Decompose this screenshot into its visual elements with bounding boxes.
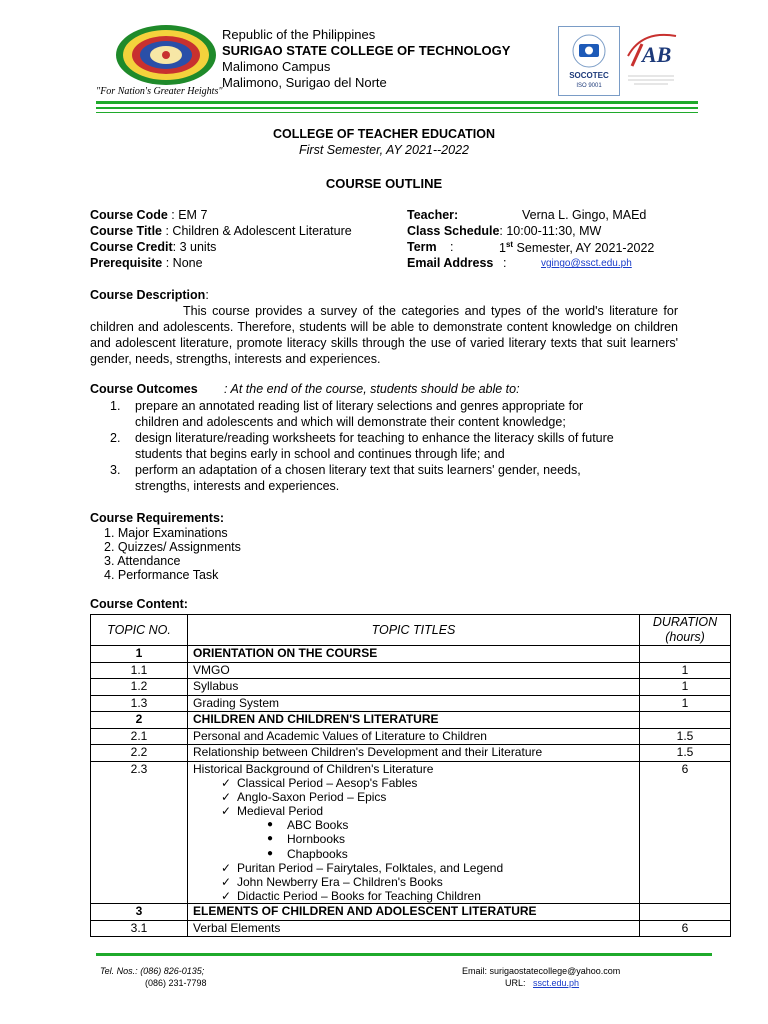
table-body-after xyxy=(91,904,731,937)
subtopic-text: Anglo-Saxon Period – Epics xyxy=(237,789,387,804)
class-schedule-line xyxy=(407,224,601,238)
term-superscript: st xyxy=(505,240,514,249)
checkmark-icon: ✓ xyxy=(221,775,232,790)
footer-divider xyxy=(96,953,712,956)
topic-duration xyxy=(640,904,731,921)
table-row xyxy=(91,920,731,937)
topic-number: 3 xyxy=(91,904,188,921)
footer-email: surigaostatecollege@yahoo.com xyxy=(489,966,621,976)
subtopic-text: Chapbooks xyxy=(287,846,348,861)
requirement-item: 3. Attendance xyxy=(104,554,181,568)
topic-title-cell xyxy=(188,761,640,904)
topic-duration: 6 xyxy=(640,920,731,937)
topic-title: Relationship between Children's Development and their Literature xyxy=(188,745,640,762)
subtopic-text: Medieval Period xyxy=(237,803,324,818)
teacher-label: Teacher: xyxy=(407,208,459,222)
outcome-1-line2: children and adolescents and which will demonstrate their content knowledge; xyxy=(135,415,566,429)
table-body-before xyxy=(91,646,731,762)
email-address-label: Email Address xyxy=(407,256,494,270)
topic-duration: 1 xyxy=(640,662,731,679)
requirement-item: 1. Major Examinations xyxy=(104,526,228,540)
checkmark-icon: ✓ xyxy=(221,789,232,804)
subtopic-item xyxy=(193,804,634,818)
college-unit-title: COLLEGE OF TEACHER EDUCATION xyxy=(273,127,495,141)
subtopic-text: Puritan Period – Fairytales, Folktales, and Legend xyxy=(237,860,504,875)
header-duration-unit: (hours) xyxy=(665,630,705,644)
topic-title: ORIENTATION ON THE COURSE xyxy=(188,646,640,663)
term-label: Term xyxy=(407,240,437,254)
header-address: Malimono, Surigao del Norte xyxy=(222,75,387,90)
course-description-text: This course provides a survey of the categories and types of the world's literature for children and adolescents. Therefore, students will be able to demonstrate content knowledge on children and adolescent literature, promote literacy skills through the use of varied literary texts that suit learners' gender, needs, strengths, interests and experiences. xyxy=(90,304,678,366)
topic-title: Syllabus xyxy=(188,679,640,696)
prerequisite-label: Prerequisite xyxy=(90,256,163,270)
topic-number: 2.1 xyxy=(91,728,188,745)
requirement-item: 4. Performance Task xyxy=(104,568,219,582)
iso-label: ISO 9001 xyxy=(576,83,602,89)
subtopic-item xyxy=(193,818,634,832)
topic-title: Historical Background of Children's Literature xyxy=(193,761,434,776)
requirement-item: 2. Quizzes/ Assignments xyxy=(104,540,241,554)
pab-accreditation-logo xyxy=(622,26,680,96)
topic-title: ELEMENTS OF CHILDREN AND ADOLESCENT LITERATURE xyxy=(188,904,640,921)
term-value xyxy=(499,240,654,255)
subtopic-item xyxy=(193,776,634,790)
subtopic-text: Classical Period – Aesop's Fables xyxy=(237,775,418,790)
document-title: COURSE OUTLINE xyxy=(325,176,443,191)
college-motto: "For Nation's Greater Heights" xyxy=(96,86,223,97)
header-topic-titles: TOPIC TITLES xyxy=(188,615,640,646)
course-title-value: : Children & Adolescent Literature xyxy=(162,224,352,238)
course-description-colon: : xyxy=(205,288,209,302)
prerequisite-value: : None xyxy=(162,256,203,270)
subtopic-text: ABC Books xyxy=(287,818,349,833)
outcome-2-line2: students that begins early in school and continues through life; and xyxy=(135,447,505,461)
header-topic-no: TOPIC NO. xyxy=(91,615,188,646)
course-description-heading xyxy=(90,288,209,302)
outcome-3-number: 3. xyxy=(110,463,121,477)
table-row xyxy=(91,712,731,729)
topic-number: 1.2 xyxy=(91,679,188,696)
topic-title: Verbal Elements xyxy=(188,920,640,937)
checkmark-icon: ✓ xyxy=(221,860,232,875)
outcome-3-line1: perform an adaptation of a chosen literary text that suits learners' gender, needs, xyxy=(135,463,581,477)
footer-email-line xyxy=(462,966,620,976)
table-row xyxy=(91,679,731,696)
course-credit-label: Course Credit xyxy=(90,240,173,254)
course-code-value: : EM 7 xyxy=(167,208,208,222)
checkmark-icon: ✓ xyxy=(221,803,232,818)
topic-duration xyxy=(640,712,731,729)
topic-number: 3.1 xyxy=(91,920,188,937)
course-content-label: Course Content: xyxy=(90,597,188,611)
topic-number: 2.3 xyxy=(91,761,188,904)
subtopic-text: Didactic Period – Books for Teaching Children xyxy=(237,889,481,904)
topic-title: Personal and Academic Values of Literature to Children xyxy=(188,728,640,745)
ab-label: AB xyxy=(642,42,672,67)
email-colon: : xyxy=(503,256,507,270)
topic-duration: 1.5 xyxy=(640,728,731,745)
table-row xyxy=(91,904,731,921)
table-row xyxy=(91,745,731,762)
term-number: 1 xyxy=(499,241,506,256)
class-schedule-label: Class Schedule xyxy=(407,224,500,238)
subtopic-item xyxy=(193,861,634,875)
college-seal-logo xyxy=(114,24,218,86)
header-divider-hair xyxy=(96,112,698,113)
topic-title: VMGO xyxy=(188,662,640,679)
socotec-label: SOCOTEC xyxy=(569,71,609,80)
course-outcomes-intro: : At the end of the course, students should be able to: xyxy=(224,382,520,396)
course-description-label: Course Description xyxy=(90,288,206,302)
topic-number: 1 xyxy=(91,646,188,663)
checkmark-icon: ✓ xyxy=(221,874,232,889)
header-divider-thick xyxy=(96,101,698,104)
subtopic-text: Hornbooks xyxy=(287,832,346,847)
course-code-line xyxy=(90,208,207,222)
topic-duration xyxy=(640,646,731,663)
checkmark-icon: ✓ xyxy=(221,889,232,904)
topic-number: 2.2 xyxy=(91,745,188,762)
footer-email-label: Email: xyxy=(462,966,488,976)
course-outcomes-label: Course Outcomes xyxy=(90,382,198,396)
class-schedule-value: : 10:00-11:30, MW xyxy=(499,224,602,238)
header-divider-thin xyxy=(96,107,698,109)
topic-number: 1.3 xyxy=(91,695,188,712)
footer-url-link[interactable]: ssct.edu.ph xyxy=(533,978,580,988)
table-row xyxy=(91,646,731,663)
bullet-icon: ● xyxy=(267,847,274,859)
socotec-certification-logo xyxy=(558,26,620,96)
outcome-2-line1: design literature/reading worksheets for teaching to enhance the literacy skills of future xyxy=(135,431,614,445)
semester-subtitle: First Semester, AY 2021--2022 xyxy=(299,143,469,157)
subtopic-text: John Newberry Era – Children's Books xyxy=(237,874,443,889)
outcome-1-line1: prepare an annotated reading list of literary selections and genres appropriate for xyxy=(135,399,584,413)
table-row xyxy=(91,662,731,679)
footer-tel-label: Tel. Nos.: xyxy=(100,966,138,976)
course-requirements-label: Course Requirements: xyxy=(90,511,225,525)
term-colon: : xyxy=(450,240,454,254)
subtopic-list xyxy=(193,776,634,904)
header-republic: Republic of the Philippines xyxy=(222,27,376,42)
outcome-1-number: 1. xyxy=(110,399,121,413)
bullet-icon: ● xyxy=(267,819,274,831)
table-header-row xyxy=(91,615,731,646)
subtopic-item xyxy=(193,832,634,846)
teacher-email-link[interactable]: vgingo@ssct.edu.ph xyxy=(541,258,632,269)
header-duration-label: DURATION xyxy=(652,615,718,629)
table-row xyxy=(91,728,731,745)
topic-title: CHILDREN AND CHILDREN'S LITERATURE xyxy=(188,712,640,729)
course-code-label: Course Code xyxy=(90,208,168,222)
header-campus: Malimono Campus xyxy=(222,59,331,74)
header-college-name: SURIGAO STATE COLLEGE OF TECHNOLOGY xyxy=(222,43,511,58)
term-text: Semester, AY 2021-2022 xyxy=(513,241,655,256)
footer-tel-line1 xyxy=(100,966,204,976)
prerequisite-line xyxy=(90,256,203,270)
subtopic-item xyxy=(193,875,634,889)
topic-duration: 1.5 xyxy=(640,745,731,762)
topic-title: Grading System xyxy=(188,695,640,712)
teacher-value: Verna L. Gingo, MAEd xyxy=(522,208,647,222)
subtopic-item xyxy=(193,847,634,861)
footer-tel1: (086) 826-0135; xyxy=(137,966,205,976)
course-credit-line xyxy=(90,240,216,254)
table-row-2-3 xyxy=(91,761,731,904)
course-credit-value: : 3 units xyxy=(172,240,217,254)
course-outcomes-heading xyxy=(90,382,198,396)
subtopic-item xyxy=(193,790,634,804)
topic-number: 2 xyxy=(91,712,188,729)
footer-url-label: URL: xyxy=(505,978,526,988)
topic-duration: 6 xyxy=(640,761,731,904)
table-row xyxy=(91,695,731,712)
course-title-line xyxy=(90,224,352,238)
header-duration xyxy=(640,615,731,646)
outcome-2-number: 2. xyxy=(110,431,121,445)
topic-duration: 1 xyxy=(640,679,731,696)
course-content-table xyxy=(90,614,731,937)
topic-duration: 1 xyxy=(640,695,731,712)
bullet-icon: ● xyxy=(267,833,274,845)
footer-tel2: (086) 231-7798 xyxy=(145,978,207,988)
outcome-3-line2: strengths, interests and experiences. xyxy=(135,479,340,493)
course-title-label: Course Title xyxy=(90,224,163,238)
topic-number: 1.1 xyxy=(91,662,188,679)
subtopic-item xyxy=(193,889,634,903)
